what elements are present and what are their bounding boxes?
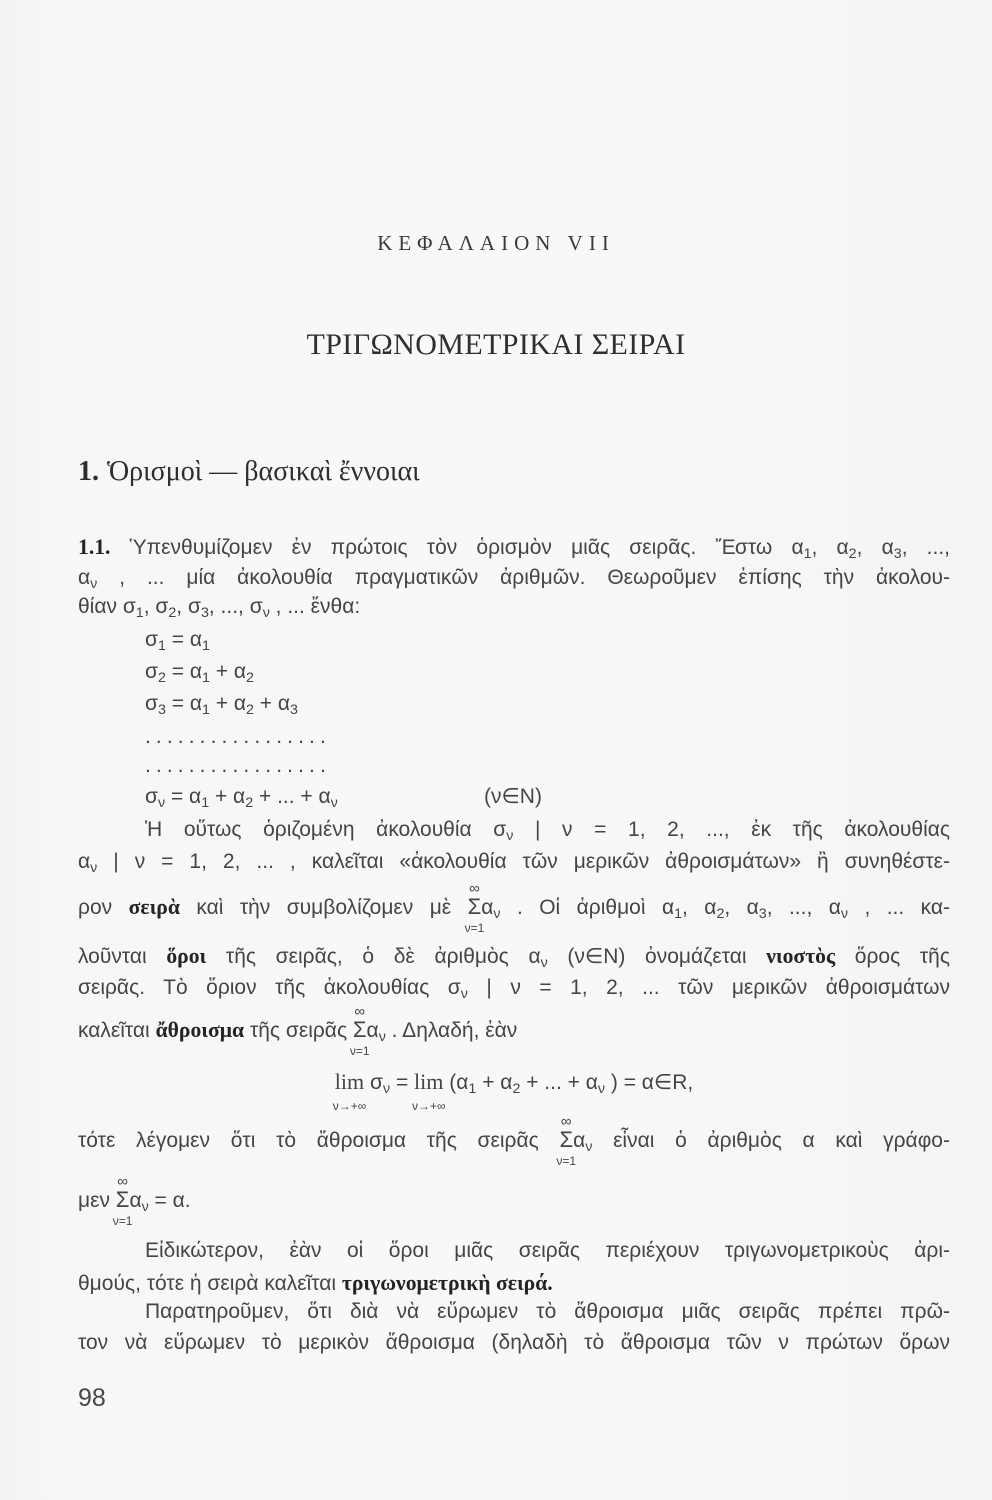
equation-line <box>145 657 950 687</box>
subscript: 3 <box>758 905 767 922</box>
line-content <box>78 976 950 1002</box>
limit-subscript: ν→+∞ <box>411 1099 446 1113</box>
chapter-title: ΤΡΙΓΩΝΟΜΕΤΡΙΚΑΙ ΣΕΙΡΑΙ <box>306 328 686 361</box>
page-number: 98 <box>78 1384 106 1412</box>
text-run: θμούς, τότε ἡ σειρὰ καλεῖται <box>78 1272 342 1295</box>
text-run: α <box>573 1129 586 1152</box>
text-run: σ <box>145 660 158 683</box>
text-run: σ <box>145 692 158 715</box>
text-run: = α <box>165 628 202 651</box>
subscript: ν <box>585 1138 593 1155</box>
text-run: , ... μία ἀκολουθία πραγματικῶν ἀριθμῶν. Θεωροῦμεν ἐπίσης τὴν ἀκολου- <box>97 566 950 589</box>
limit-operator: lim <box>414 1069 444 1094</box>
bold-term: ἄθροισμα <box>155 1018 245 1042</box>
text-run: καὶ τὴν συμβολίζομεν μὲ <box>179 896 468 919</box>
text-run: τῆς σειρᾶς <box>244 1019 353 1042</box>
subscript: 1 <box>201 701 210 718</box>
subscript: 2 <box>246 669 254 686</box>
line-content <box>78 595 361 621</box>
line-content <box>78 1173 191 1228</box>
text-run: μεν <box>78 1189 116 1212</box>
summation-symbol: Σ <box>352 1017 367 1042</box>
bold-term: 1.1. <box>78 535 111 559</box>
body-line <box>78 1268 950 1299</box>
line-content <box>78 1272 553 1295</box>
line-content <box>145 1300 950 1323</box>
subscript: 1 <box>157 637 166 654</box>
summation-upper-limit: ∞ <box>469 880 480 897</box>
text-run: , α <box>724 896 759 919</box>
text-run: , ..., α <box>766 896 841 919</box>
body-line <box>78 941 950 972</box>
limit-subscript: ν→+∞ <box>332 1099 367 1113</box>
subscript: 2 <box>512 1080 521 1097</box>
summation-symbol: Σ <box>467 894 482 919</box>
text-run: = α <box>165 692 202 715</box>
subscript: ν <box>382 1080 391 1097</box>
subscript: ν <box>493 905 501 922</box>
body-line <box>78 1113 950 1168</box>
summation-upper-limit: ∞ <box>560 1113 572 1130</box>
body-line <box>78 847 950 877</box>
body-line <box>78 532 950 563</box>
summation <box>112 1173 133 1228</box>
line-content <box>78 880 951 935</box>
equation-line <box>145 689 950 719</box>
text-run: , α <box>682 896 717 919</box>
line-content <box>78 944 950 971</box>
subscript: 3 <box>200 604 209 621</box>
line-content <box>145 628 210 654</box>
text-run: α <box>366 1019 379 1042</box>
text-run: καλεῖται <box>78 1019 156 1042</box>
subscript: 3 <box>157 701 166 718</box>
text-run: σ <box>145 628 158 651</box>
subscript: ν <box>378 1028 386 1045</box>
subscript: 2 <box>246 701 254 718</box>
text-run: , ..., <box>901 536 951 559</box>
text-run: | ν = 1, 2, ..., ἐκ τῆς ἀκολουθίας <box>513 818 951 841</box>
text-run: , σ <box>176 595 201 618</box>
text-run: + α <box>253 692 291 715</box>
body-line <box>78 973 950 1003</box>
text-run: σειρᾶς. Τὸ ὅριον τῆς ἀκολουθίας σ <box>78 976 461 999</box>
summation-lower-limit: ν=1 <box>556 1154 577 1168</box>
subscript: ν <box>141 1198 149 1215</box>
line-content <box>332 1069 694 1113</box>
text-run: τῆς σειρᾶς, ὁ δὲ ἀριθμὸς α <box>206 945 541 968</box>
subscript: ν <box>460 985 468 1002</box>
text-run: τον νὰ εὕρωμεν τὸ μερικὸν ἄθροισμα (δηλαδὴ τὸ ἄθροισμα τῶν ν πρώτων ὅρων <box>78 1331 950 1354</box>
line-content <box>78 566 950 592</box>
text-run: (α <box>443 1071 469 1094</box>
equation-condition: (ν∈N) <box>484 785 542 808</box>
body-line <box>78 1328 950 1358</box>
text-run: Παρατηροῦμεν, ὅτι διὰ νὰ εὕρωμεν τὸ ἄθροισμα μιᾶς σειρᾶς πρέπει πρῶ- <box>145 1300 950 1323</box>
text-run: + α <box>209 660 246 683</box>
bold-term: τριγωνομετρικὴ σειρά. <box>341 1271 553 1295</box>
text-run: λοῦνται <box>78 945 167 968</box>
subscript: ν <box>262 604 270 621</box>
body-line <box>145 1297 950 1327</box>
text-run: . Οἱ ἀριθμοὶ α <box>500 896 675 919</box>
body-line <box>78 880 951 935</box>
equation-line <box>145 625 950 655</box>
line-content <box>78 1331 950 1354</box>
subscript: ν <box>157 794 166 811</box>
text-run: + α <box>476 1071 513 1094</box>
text-run: σ <box>364 1071 383 1094</box>
summation-lower-limit: ν=1 <box>464 921 485 935</box>
subscript: ν <box>90 859 98 876</box>
subscript: 2 <box>716 905 725 922</box>
equation-line <box>145 782 950 812</box>
line-content <box>145 785 338 811</box>
text-run: , ..., σ <box>208 595 263 618</box>
text-run: α <box>78 850 91 873</box>
text-run: + α <box>209 692 246 715</box>
text-run: (ν∈N) ὀνομάζεται <box>547 945 767 968</box>
subscript: ν <box>330 794 338 811</box>
subscript: 3 <box>290 701 298 718</box>
text-run: Ὑπενθυμίζομεν ἐν πρώτοις τὸν ὁρισμὸν μιᾶς σειρᾶς. Ἔστω α <box>110 536 804 559</box>
body-line <box>78 1173 950 1228</box>
line-content <box>145 1239 950 1262</box>
subscript: 2 <box>168 604 177 621</box>
limit-operator: lim <box>334 1069 365 1094</box>
text-run: | ν = 1, 2, ... , καλεῖται «ἀκολουθία τῶν μερικῶν ἀθροισμάτων» ἢ συνηθέστε- <box>97 850 950 873</box>
text-run: ................. <box>145 725 331 748</box>
chapter-label: ΚΕΦΑΛΑΙΟΝ VII <box>377 231 615 255</box>
text-run: , α <box>856 536 894 559</box>
summation-upper-limit: ∞ <box>354 1003 366 1020</box>
line-content <box>78 1003 518 1058</box>
bold-term: ὅροι <box>166 944 207 968</box>
summation <box>556 1113 577 1168</box>
subscript: 2 <box>157 669 166 686</box>
section-title: Ὁρισμοὶ — βασικαὶ ἔννοιαι <box>107 456 420 487</box>
text-run: α <box>481 896 494 919</box>
line-content <box>78 1113 950 1168</box>
line-content <box>78 535 951 562</box>
body-line <box>78 563 950 593</box>
subscript: ν <box>840 905 849 922</box>
bold-term: σειρὰ <box>128 895 180 919</box>
text-run: , σ <box>143 595 169 618</box>
text-run: , ... κα- <box>848 896 951 919</box>
line-content <box>145 754 331 777</box>
ellipsis-row <box>145 722 950 752</box>
text-run: , α <box>811 536 849 559</box>
text-run: α <box>129 1189 142 1212</box>
text-run: τότε λέγομεν ὅτι τὸ ἄθροισμα τῆς σειρᾶς <box>78 1129 560 1152</box>
limit <box>332 1067 367 1113</box>
text-run: Ἡ οὕτως ὁριζομένη ἀκολουθία σ <box>145 818 507 841</box>
subscript: 1 <box>201 669 210 686</box>
text-run: + α <box>209 785 246 808</box>
text-run: = α <box>165 660 202 683</box>
text-run: θίαν σ <box>78 595 136 618</box>
line-content <box>145 725 331 748</box>
text-run: Εἰδικώτερον, ἐὰν οἱ ὅροι μιᾶς σειρᾶς περιέχουν τριγωνομετρικοὺς ἀρι- <box>145 1239 950 1262</box>
text-run: + ... + α <box>520 1071 598 1094</box>
subscript: ν <box>597 1080 606 1097</box>
text-run: ) = α∈R, <box>605 1071 694 1094</box>
body-line <box>145 815 950 845</box>
limit <box>411 1067 446 1113</box>
body-line <box>78 1003 950 1058</box>
subscript: 3 <box>893 545 902 562</box>
subscript: 2 <box>245 794 254 811</box>
line-content <box>145 660 254 686</box>
summation-symbol: Σ <box>559 1127 574 1152</box>
text-run: σ <box>145 785 158 808</box>
text-run: = <box>390 1071 415 1094</box>
summation-symbol: Σ <box>115 1187 130 1212</box>
section-heading <box>78 454 420 490</box>
text-run: α <box>78 566 91 589</box>
subscript: 1 <box>803 545 812 562</box>
line-content <box>145 692 298 718</box>
subscript: 1 <box>468 1080 477 1097</box>
body-line <box>145 1236 950 1266</box>
text-run: = α. <box>148 1189 191 1212</box>
section-number: 1. <box>78 456 99 487</box>
summation-lower-limit: ν=1 <box>349 1044 370 1058</box>
text-run: . Δηλαδή, ἐὰν <box>385 1019 518 1042</box>
text-run: | ν = 1, 2, ... τῶν μερικῶν ἀθροισμάτων <box>467 976 950 999</box>
line-content <box>78 850 950 876</box>
subscript: ν <box>540 954 548 971</box>
subscript: 1 <box>135 604 144 621</box>
subscript: 2 <box>848 545 857 562</box>
subscript: 1 <box>674 905 683 922</box>
text-run: ................. <box>145 754 331 777</box>
summation-upper-limit: ∞ <box>117 1173 128 1190</box>
subscript: 1 <box>201 637 210 654</box>
summation <box>349 1003 370 1058</box>
line-content <box>145 818 951 844</box>
limit-equation <box>78 1067 950 1113</box>
summation-lower-limit: ν=1 <box>112 1214 133 1228</box>
subscript: 1 <box>201 794 210 811</box>
subscript: ν <box>90 575 98 592</box>
text-run: ὅρος τῆς <box>835 945 950 968</box>
text-run: = α <box>165 785 202 808</box>
ellipsis-row <box>145 751 950 781</box>
text-run: , ... ἔνθα: <box>269 595 361 618</box>
summation <box>464 880 485 935</box>
text-run: + ... + α <box>253 785 331 808</box>
bold-term: νιοστὸς <box>766 944 836 968</box>
text-run: εἶναι ὁ ἀριθμὸς α καὶ γράφο- <box>592 1129 950 1152</box>
text-run: ρον <box>78 896 129 919</box>
body-line <box>78 592 950 622</box>
subscript: ν <box>506 827 514 844</box>
